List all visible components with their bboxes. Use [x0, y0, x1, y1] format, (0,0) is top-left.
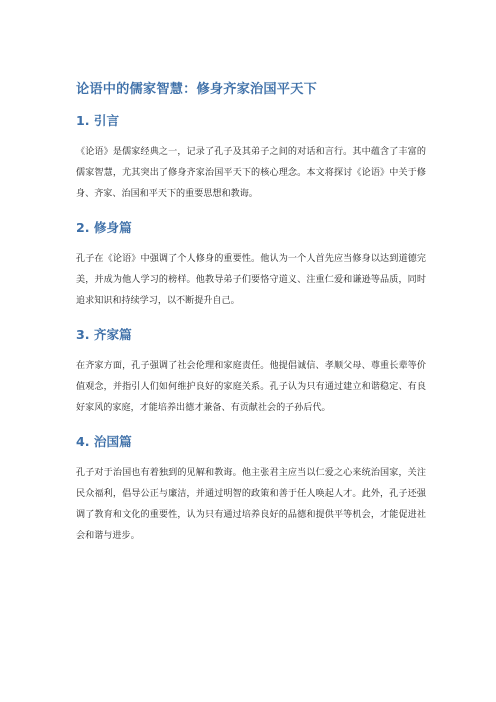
section-paragraph: 《论语》是儒家经典之一，记录了孔子及其弟子之间的对话和言行。其中蕴含了丰富的儒家智慧，尤其突出了修身齐家治国平天下的核心理念。本文将探讨《论语》中关于修身、齐家、治国和平天下的重要思想和教诲。 — [76, 147, 426, 199]
section-paragraph: 在齐家方面，孔子强调了社会伦理和家庭责任。他提倡诚信、孝顺父母、尊重长辈等价值观念，并指引人们如何维护良好的家庭关系。孔子认为只有通过建立和谐稳定、有良好家风的家庭，才能培养出德才兼备、有贡献社会的子孙后代。 — [76, 361, 426, 413]
document-title: 论语中的儒家智慧：修身齐家治国平天下 — [76, 82, 317, 97]
section-introduction — [76, 112, 426, 205]
section-heading: 4. 治国篇 — [76, 434, 132, 449]
section-governance — [76, 433, 426, 547]
section-family — [76, 326, 426, 419]
section-heading: 1. 引言 — [76, 113, 120, 128]
section-paragraph: 孔子对于治国也有着独到的见解和教诲。他主张君主应当以仁爱之心来统治国家，关注民众福利，倡导公正与廉洁，并通过明智的政策和善于任人唤起人才。此外，孔子还强调了教育和文化的重要性，认为只有通过培养良好的品德和提供平等机会，才能促进社会和谐与进步。 — [76, 468, 426, 541]
section-heading: 3. 齐家篇 — [76, 327, 132, 342]
section-self-cultivation — [76, 219, 426, 312]
section-paragraph: 孔子在《论语》中强调了个人修身的重要性。他认为一个人首先应当修身以达到道德完美，并成为他人学习的榜样。他教导弟子们要恪守道义、注重仁爱和谦逊等品质，同时追求知识和持续学习，以不断提升自己。 — [76, 254, 426, 306]
section-heading: 2. 修身篇 — [76, 220, 132, 235]
